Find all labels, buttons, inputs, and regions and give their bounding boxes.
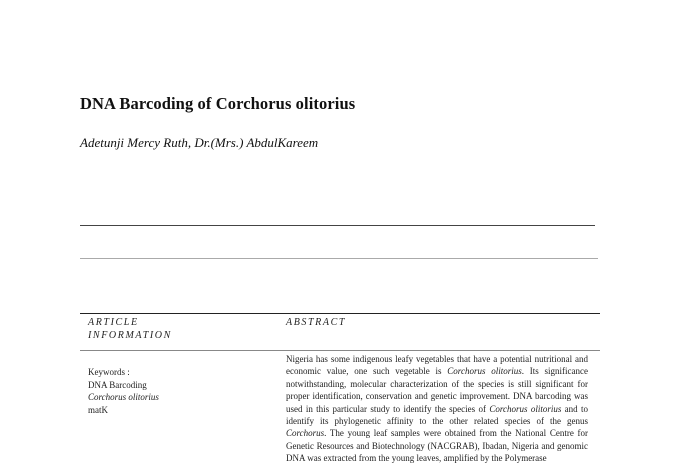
abstract-heading: ABSTRACT [286, 317, 347, 328]
keyword-item: DNA Barcoding [88, 379, 147, 390]
keywords-block [88, 366, 159, 416]
heading-line: INFORMATION [88, 330, 172, 341]
genus-name: Corchorus [286, 428, 325, 439]
species-name: Corchorus olitorius [447, 366, 522, 377]
abstract-text [286, 353, 588, 465]
paper-title: DNA Barcoding of Corchorus olitorius [80, 94, 356, 113]
abstract-paragraph [286, 353, 588, 465]
heading-line: ARTICLE [88, 317, 139, 328]
divider-rule [80, 258, 598, 259]
article-information-heading [88, 316, 208, 342]
abstract-segment: Nigeria has some indigenous leafy vegetables that have a potential nutritional and economic value, one such vegetable is [286, 354, 588, 377]
keywords-label: Keywords : [88, 367, 130, 377]
abstract-segment: and to identify its phylogenetic affinity to the other related species of the genus [286, 403, 588, 427]
abstract-segment: . The young leaf samples were obtained from the National Centre for Genetic Resources and Biotechnology (NACGRAB), Ibadan, Nigeria and genomic DNA was extracted from the young leaves, amplified by the Polymerase [286, 428, 588, 464]
keyword-item: matK [88, 404, 108, 415]
paper-authors: Adetunji Mercy Ruth, Dr.(Mrs.) AbdulKareem [80, 135, 319, 150]
header-bottom-rule [80, 350, 600, 351]
abstract-segment: . Its significance notwithstanding, molecular characterization of the species is still significant for proper identification, conservation and genetic improvement. DNA barcoding was used in this particular study to identify the species of [286, 366, 589, 414]
divider-rule [80, 225, 595, 226]
section-top-rule [80, 313, 600, 314]
species-name: Corchorus olitorius [489, 403, 562, 414]
keyword-item: Corchorus olitorius [88, 392, 159, 402]
